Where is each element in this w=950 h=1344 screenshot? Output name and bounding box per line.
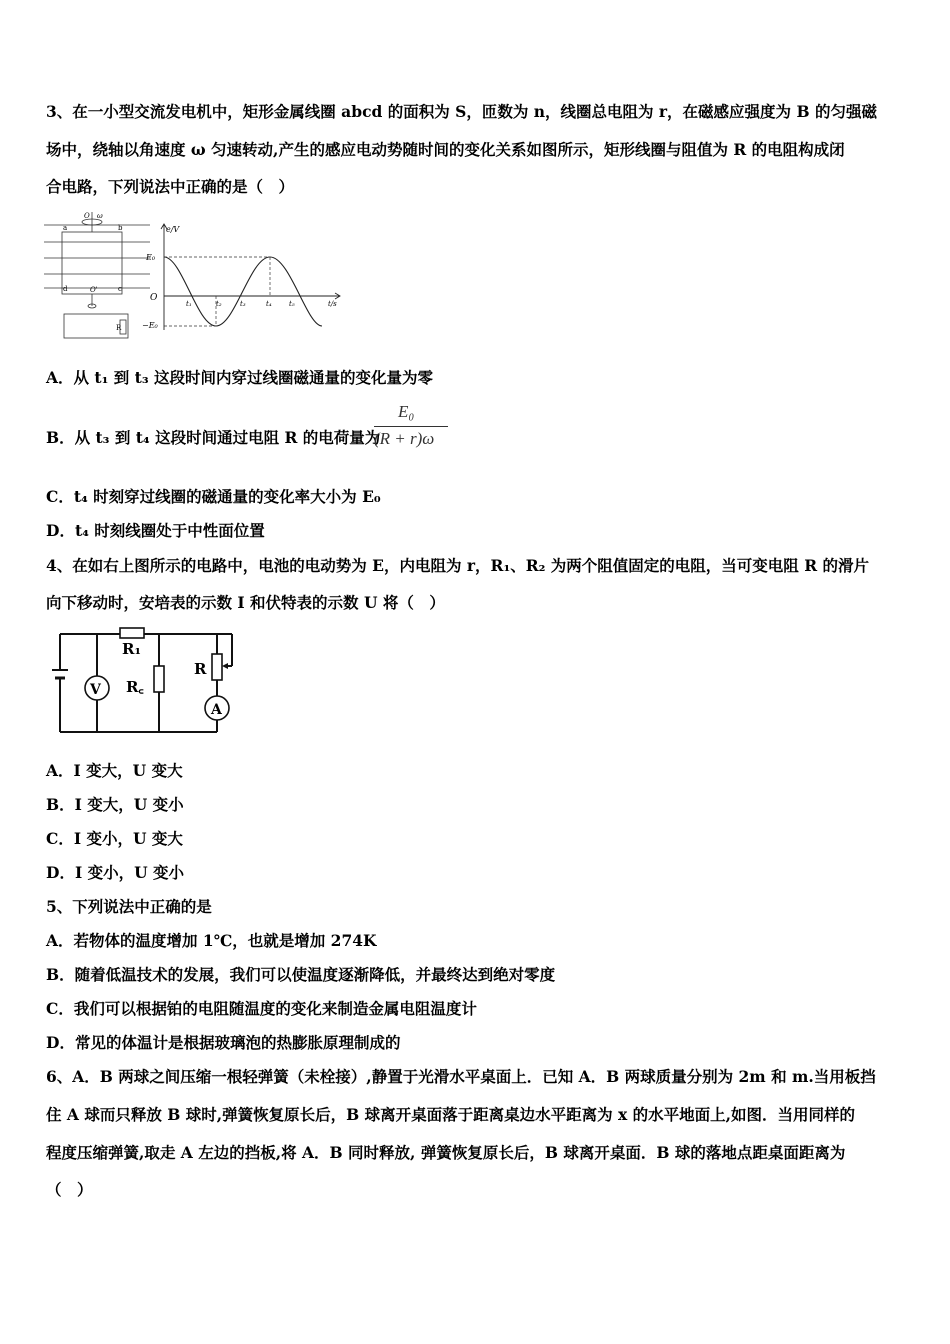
coil-label-o-prime: O' — [90, 286, 98, 294]
graph-t1-label: t₁ — [186, 300, 192, 308]
q4-stem-line-2: 向下移动时，安培表的示数 I 和伏特表的示数 U 将（ ） — [46, 593, 445, 612]
q5-option-b: B．随着低温技术的发展，我们可以使温度逐渐降低，并最终达到绝对零度 — [46, 965, 556, 984]
r1-label: R₁ — [122, 640, 142, 658]
ammeter-label: A — [211, 702, 222, 718]
q6-stem-line-2: 住 A 球而只释放 B 球时,弹簧恢复原长后，B 球离开桌面落于距离桌边水平距离为 x 的水平地面上,如图．当用同样的 — [46, 1105, 856, 1124]
fraction-numerator: E₀ — [398, 402, 415, 421]
q6-stem-line-1: 6、A．B 两球之间压缩一根轻弹簧（未栓接）,静置于光滑水平桌面上．已知 A．B 两球质量分别为 2m 和 m.当用板挡 — [46, 1067, 876, 1086]
graph-t5-label: t₅ — [289, 300, 295, 308]
q6-stem-line-4: （ ） — [46, 1180, 93, 1199]
coil-label-a: a — [63, 224, 68, 232]
graph-t4-label: t₄ — [266, 300, 272, 308]
graph-xlabel: t/s — [328, 300, 337, 308]
q3-stem-line-2: 场中，绕轴以角速度 ω 匀速转动,产生的感应电动势随时间的变化关系如图所示，矩形线圈与阻值为 R 的电阻构成闭 — [46, 140, 845, 159]
coil-label-r: R — [116, 324, 122, 332]
coil-label-omega: ω — [97, 212, 103, 220]
q3-option-d: D．t₄ 时刻线圈处于中性面位置 — [46, 521, 265, 540]
q3-option-a: A．从 t₁ 到 t₃ 这段时间内穿过线圈磁通量的变化量为零 — [46, 368, 434, 387]
slider-arrow-icon — [222, 663, 228, 669]
q4-stem-line-1: 4、在如右上图所示的电路中，电池的电动势为 E，内电阻为 r，R₁、R₂ 为两个阻值固定的电阻，当可变电阻 R 的滑片 — [46, 556, 869, 575]
emf-time-graph — [142, 220, 352, 340]
q4-option-c: C．I 变小，U 变大 — [46, 829, 183, 848]
coil-label-d: d — [63, 285, 68, 293]
graph-t3-label: t₃ — [240, 300, 246, 308]
coil-label-o: O — [84, 212, 90, 220]
q5-stem: 5、下列说法中正确的是 — [46, 897, 212, 916]
coil-label-b: b — [118, 224, 123, 232]
coil-label-c: c — [118, 285, 122, 293]
q4-option-d: D．I 变小，U 变小 — [46, 863, 185, 882]
circuit-diagram — [42, 622, 247, 737]
graph-origin-label: O — [150, 293, 158, 303]
fraction-denominator: (R + r)ω — [374, 429, 435, 448]
fraction-bar — [374, 426, 448, 427]
r-label: R — [194, 660, 207, 678]
q3-option-b: B．从 t₃ 到 t₄ 这段时间通过电阻 R 的电荷量为 — [46, 428, 381, 447]
q3-option-b-fraction — [374, 402, 454, 452]
graph-ylabel: e/V — [166, 225, 180, 234]
rc-label: R꜀ — [126, 678, 144, 696]
q3-option-c: C．t₄ 时刻穿过线圈的磁通量的变化率大小为 E₀ — [46, 487, 381, 506]
graph-neg-e0-label: −E₀ — [142, 321, 158, 330]
graph-e0-label: E₀ — [146, 253, 156, 262]
q5-option-c: C．我们可以根据铂的电阻随温度的变化来制造金属电阻温度计 — [46, 999, 477, 1018]
q4-option-a: A．I 变大，U 变大 — [46, 761, 183, 780]
q5-option-a: A．若物体的温度增加 1℃，也就是增加 274K — [46, 931, 377, 950]
graph-t2-label: t₂ — [216, 300, 222, 308]
q5-option-d: D．常见的体温计是根据玻璃泡的热膨胀原理制成的 — [46, 1033, 401, 1052]
q3-stem-line-1: 3、在一小型交流发电机中，矩形金属线圈 abcd 的面积为 S，匝数为 n，线圈总电阻为 r，在磁感应强度为 B 的匀强磁 — [46, 102, 877, 121]
voltmeter-label: V — [90, 682, 101, 698]
q3-stem-line-3: 合电路，下列说法中正确的是（ ） — [46, 177, 295, 196]
q4-option-b: B．I 变大，U 变小 — [46, 795, 184, 814]
q6-stem-line-3: 程度压缩弹簧,取走 A 左边的挡板,将 A．B 同时释放, 弹簧恢复原长后，B 球离开桌面．B 球的落地点距桌面距离为 — [46, 1143, 846, 1162]
